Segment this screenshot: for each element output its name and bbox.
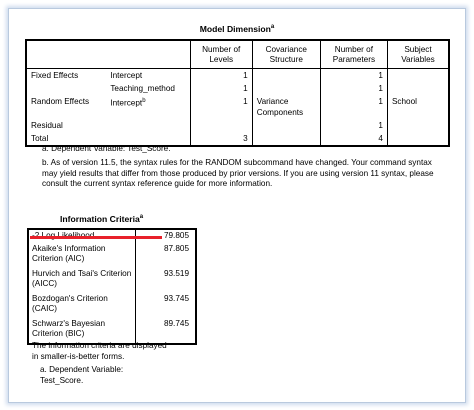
table-row: [26, 95, 449, 119]
cell-levels: 1: [190, 82, 252, 95]
row-label: Intercept: [110, 71, 143, 80]
model-dimension-table: [25, 39, 450, 147]
cell-covariance: [252, 69, 320, 83]
table-header-row: [26, 40, 449, 69]
footnote-b: b. As of version 11.5, the syntax rules for the RANDOM subcommand have changed. Your command syntax may yield results that differ from those produced by prior versions. If you are using version 11 syntax, please consult the current syntax reference guide for more information.: [42, 158, 434, 188]
footnote-a: a. Dependent Variable: Test_Score.: [42, 144, 171, 153]
table-row: [26, 82, 449, 95]
row-group-label: [26, 82, 106, 95]
cell-levels: 1: [190, 69, 252, 83]
cell-covariance: Variance Components: [252, 95, 320, 119]
row-group-label: Fixed Effects: [26, 69, 106, 83]
header-number-of-levels: Number of Levels: [190, 40, 252, 69]
header-number-of-parameters: Number of Parameters: [320, 40, 387, 69]
row-label: Intercept$^b$: [110, 98, 146, 108]
cell-covariance: [252, 132, 320, 146]
cell-subject: [387, 82, 449, 95]
criterion-value: 93.519: [136, 268, 197, 293]
table-row: [28, 318, 196, 344]
criteria-footnote-a: a. Dependent Variable: Test_Score.: [40, 365, 124, 385]
cell-levels: 1: [190, 95, 252, 119]
cell-params: 1: [320, 82, 387, 95]
cell-params: 1: [320, 95, 387, 119]
header-blank: [26, 40, 190, 69]
row-group-label: Random Effects: [26, 95, 106, 119]
criterion-value: 79.805: [136, 229, 197, 243]
criterion-value: 87.805: [136, 243, 197, 268]
criterion-label: Hurvich and Tsai's Criterion (AICC): [28, 268, 136, 293]
cell-subject: [387, 119, 449, 132]
row-label: Teaching_method: [110, 84, 175, 93]
cell-subject: [387, 132, 449, 146]
row-group-label: Residual: [26, 119, 106, 132]
table-row: [28, 268, 196, 293]
table-row: [26, 119, 449, 132]
header-covariance-structure: Covariance Structure: [252, 40, 320, 69]
criteria-note: The information criteria are displayed in smaller-is-better forms.: [32, 341, 167, 361]
highlight-underline: [30, 236, 162, 239]
cell-covariance: [252, 82, 320, 95]
cell-params: 1: [320, 119, 387, 132]
criterion-label: Schwarz's Bayesian Criterion (BIC): [28, 318, 136, 344]
information-criteria-title: Information Criteria$^a$: [60, 214, 144, 224]
information-criteria-table: [27, 228, 197, 345]
criterion-value: 89.745: [136, 318, 197, 344]
cell-covariance: [252, 119, 320, 132]
table-row: [26, 69, 449, 83]
cell-subject: [387, 69, 449, 83]
model-dimension-title: Model Dimension$^a$: [199, 24, 275, 34]
cell-levels: 3: [190, 132, 252, 146]
row-label: [106, 119, 190, 132]
table-row: [28, 243, 196, 268]
cell-subject: School: [387, 95, 449, 119]
header-subject-variables: Subject Variables: [387, 40, 449, 69]
cell-levels: [190, 119, 252, 132]
criterion-value: 93.745: [136, 293, 197, 318]
criterion-label: Bozdogan's Criterion (CAIC): [28, 293, 136, 318]
cell-params: 4: [320, 132, 387, 146]
row-group-label: Total: [26, 132, 106, 146]
criterion-label: Akaike's Information Criterion (AIC): [28, 243, 136, 268]
table-row: [28, 293, 196, 318]
cell-params: 1: [320, 69, 387, 83]
